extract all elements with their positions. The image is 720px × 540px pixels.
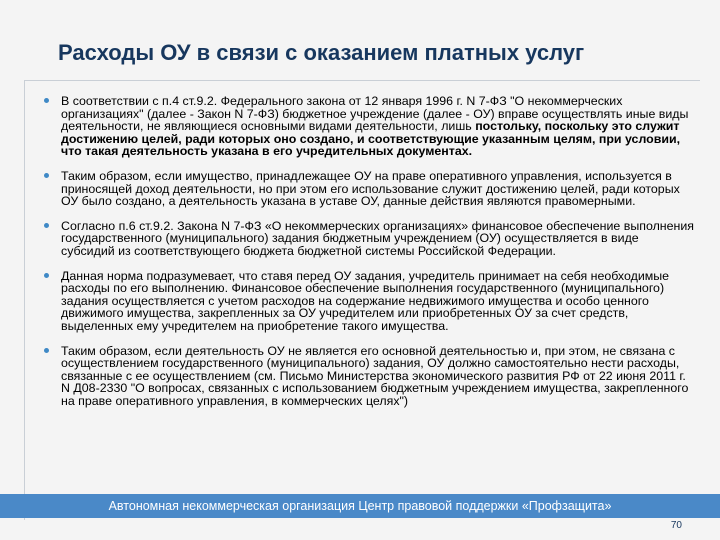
title-divider: [24, 80, 700, 81]
bullet-item: [44, 220, 694, 258]
slide-title: Расходы ОУ в связи с оказанием платных услуг: [58, 40, 585, 65]
bullet-dot-icon: [44, 223, 49, 228]
bullet-text: Данная норма подразумевает, что ставя перед ОУ задания, учредитель принимает на себя необходимые расходы по его выполнению. Финансовое обеспечение выполнения государственного (муниципального) задания осуществляется с учетом расходов на содержание недвижимого имущества и особо ценного движимого имущества, закрепленных за ОУ учредителем или приобретенных ОУ за счет средств, выделенных ему учредителем на приобретение такого имущества.: [61, 268, 670, 333]
side-divider: [24, 80, 25, 520]
bullet-dot-icon: [44, 273, 49, 278]
bullet-bold-text: постольку, поскольку это служит достижению целей, ради которых оно создано, и соответствующие указанным целям, при условии, что такая деятельность указана в его учредительных документах.: [61, 119, 681, 159]
bullet-dot-icon: [44, 348, 49, 353]
footer-bar: [0, 494, 720, 518]
bullet-dot-icon: [44, 173, 49, 178]
bullet-list: [44, 95, 694, 419]
bullet-item: [44, 95, 694, 158]
bullet-text: Согласно п.6 ст.9.2. Закона N 7-ФЗ «О некоммерческих организациях» финансовое обеспечение выполнения государственного (муниципального) задания бюджетным учреждением (ОУ) осуществляется в виде субсидий из соответствующего бюджета бюджетной системы Российской Федерации.: [61, 218, 695, 258]
bullet-item: [44, 170, 694, 208]
page-number: 70: [670, 520, 682, 531]
bullet-item: [44, 270, 694, 333]
bullet-item: [44, 345, 694, 408]
bullet-text: Таким образом, если имущество, принадлежащее ОУ на праве оперативного управления, используется в приносящей доход деятельности, но при этом его использование служит достижению целей, ради которых ОУ было создано, а деятельность указана в уставе ОУ, данные действия являются правомерными.: [61, 168, 680, 209]
bullet-dot-icon: [44, 98, 49, 103]
bullet-text: Таким образом, если деятельность ОУ не является его основной деятельностью и, при этом, не связана с осуществлением государственного (муниципального) задания, ОУ должно самостоятельно нести расходы, связанные с ее осуществлением (см. Письмо Министерства экономического развития РФ от 22 июня 2011 г. N Д08-2330 "О вопросах, связанных с использованием бюджетным учреждением имущества, закрепленного на праве оперативного управления, в коммерческих целях"): [61, 343, 689, 408]
bullet-text: В соответствии с п.4 ст.9.2. Федерального закона от 12 января 1996 г. N 7-ФЗ "О некоммерческих организациях" (далее - Закон N 7-ФЗ) бюджетное учреждение (далее - ОУ) вправе осуществлять иные виды деятельности, не являющиеся основными видами деятельности, лишь: [61, 94, 689, 134]
footer-text: Автономная некоммерческая организация Центр правовой поддержки «Профзащита»: [108, 499, 612, 513]
